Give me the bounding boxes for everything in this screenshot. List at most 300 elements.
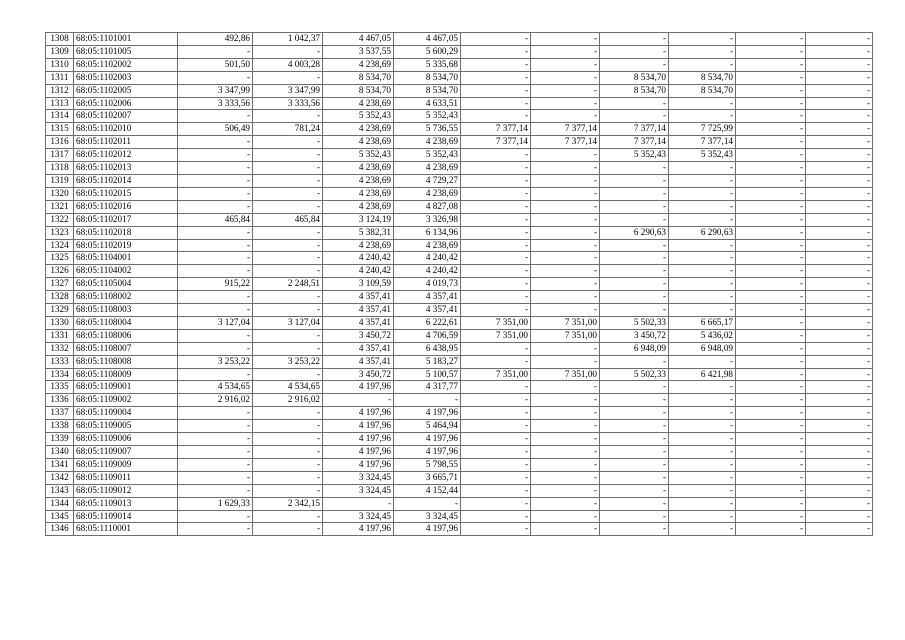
cell-value-4: -: [394, 497, 461, 510]
cell-value-7: 3 450,72: [600, 329, 669, 342]
cell-value-6: -: [531, 174, 600, 187]
cell-value-3: 3 124,19: [323, 213, 394, 226]
cell-value-2: -: [253, 226, 323, 239]
cell-row-number: 1343: [46, 484, 74, 497]
cell-row-number: 1311: [46, 71, 74, 84]
cell-cadastral-number: 68:05:1108008: [74, 355, 178, 368]
cell-value-7: -: [600, 45, 669, 58]
cell-value-8: -: [669, 420, 736, 433]
cell-value-4: 4 238,69: [394, 239, 461, 252]
cell-value-6: -: [531, 58, 600, 71]
cell-value-1: -: [178, 329, 253, 342]
cell-value-8: 7 377,14: [669, 136, 736, 149]
cell-value-10: -: [806, 33, 873, 46]
cell-cadastral-number: 68:05:1108007: [74, 342, 178, 355]
cell-value-4: 4 019,73: [394, 278, 461, 291]
cell-value-5: -: [461, 497, 531, 510]
cell-cadastral-number: 68:05:1102003: [74, 71, 178, 84]
cell-value-4: 4 827,08: [394, 200, 461, 213]
table-row: [46, 471, 873, 484]
cell-value-4: 4 238,69: [394, 136, 461, 149]
cell-value-5: -: [461, 239, 531, 252]
cell-value-4: 4 729,27: [394, 174, 461, 187]
cell-value-1: -: [178, 433, 253, 446]
cell-cadastral-number: 68:05:1108004: [74, 316, 178, 329]
cell-value-5: -: [461, 45, 531, 58]
cell-value-4: 5 352,43: [394, 110, 461, 123]
cell-value-4: 6 222,61: [394, 316, 461, 329]
cell-value-6: -: [531, 407, 600, 420]
cell-value-1: -: [178, 174, 253, 187]
cell-row-number: 1341: [46, 458, 74, 471]
cell-value-5: -: [461, 446, 531, 459]
table-row: [46, 149, 873, 162]
table-row: [46, 84, 873, 97]
cell-row-number: 1326: [46, 265, 74, 278]
cell-row-number: 1319: [46, 174, 74, 187]
cell-cadastral-number: 68:05:1109006: [74, 433, 178, 446]
cell-value-2: 3 333,56: [253, 97, 323, 110]
cell-value-1: 3 127,04: [178, 316, 253, 329]
cell-cadastral-number: 68:05:1109007: [74, 446, 178, 459]
cell-value-5: -: [461, 433, 531, 446]
cell-cadastral-number: 68:05:1102019: [74, 239, 178, 252]
cell-row-number: 1333: [46, 355, 74, 368]
cell-value-8: -: [669, 200, 736, 213]
cell-value-9: -: [736, 355, 806, 368]
cell-value-10: -: [806, 84, 873, 97]
cell-value-7: 6 948,09: [600, 342, 669, 355]
cell-value-7: -: [600, 458, 669, 471]
cell-value-10: -: [806, 497, 873, 510]
cell-value-2: -: [253, 174, 323, 187]
cell-cadastral-number: 68:05:1108006: [74, 329, 178, 342]
cell-value-5: -: [461, 458, 531, 471]
cell-value-2: -: [253, 342, 323, 355]
cell-value-6: -: [531, 497, 600, 510]
cell-value-5: -: [461, 471, 531, 484]
cell-value-2: -: [253, 291, 323, 304]
cell-value-6: -: [531, 342, 600, 355]
cell-value-3: 4 357,41: [323, 304, 394, 317]
cell-value-5: -: [461, 420, 531, 433]
cell-value-8: 6 421,98: [669, 368, 736, 381]
cell-row-number: 1318: [46, 162, 74, 175]
cell-value-10: -: [806, 239, 873, 252]
cell-value-7: -: [600, 420, 669, 433]
cell-value-9: -: [736, 200, 806, 213]
table-row: [46, 123, 873, 136]
cell-value-9: -: [736, 239, 806, 252]
cell-cadastral-number: 68:05:1102017: [74, 213, 178, 226]
cell-value-1: -: [178, 252, 253, 265]
cell-row-number: 1346: [46, 523, 74, 536]
cell-value-5: -: [461, 291, 531, 304]
cell-value-9: -: [736, 213, 806, 226]
table-row: [46, 368, 873, 381]
cell-value-8: -: [669, 265, 736, 278]
cell-value-7: -: [600, 471, 669, 484]
cell-value-10: -: [806, 162, 873, 175]
cell-value-6: -: [531, 97, 600, 110]
table-row: [46, 497, 873, 510]
cell-value-1: -: [178, 446, 253, 459]
cell-value-5: -: [461, 33, 531, 46]
cell-value-1: -: [178, 407, 253, 420]
cell-value-10: -: [806, 278, 873, 291]
cell-value-3: 4 467,05: [323, 33, 394, 46]
cell-value-2: -: [253, 368, 323, 381]
cell-value-1: -: [178, 187, 253, 200]
cell-value-7: -: [600, 213, 669, 226]
table-body: [46, 33, 873, 536]
cell-row-number: 1328: [46, 291, 74, 304]
table-row: [46, 110, 873, 123]
cell-cadastral-number: 68:05:1102002: [74, 58, 178, 71]
cell-value-7: -: [600, 97, 669, 110]
cell-row-number: 1314: [46, 110, 74, 123]
cell-value-7: -: [600, 407, 669, 420]
table-row: [46, 394, 873, 407]
cell-value-3: 3 324,45: [323, 471, 394, 484]
cell-value-8: -: [669, 355, 736, 368]
table-row: [46, 239, 873, 252]
cell-value-1: -: [178, 200, 253, 213]
cell-value-1: -: [178, 458, 253, 471]
cell-value-9: -: [736, 407, 806, 420]
cell-value-10: -: [806, 458, 873, 471]
cell-value-1: -: [178, 239, 253, 252]
cell-value-8: 8 534,70: [669, 84, 736, 97]
cell-value-9: -: [736, 368, 806, 381]
cell-value-3: 8 534,70: [323, 71, 394, 84]
cell-value-6: -: [531, 433, 600, 446]
cell-value-5: -: [461, 265, 531, 278]
cell-value-2: -: [253, 433, 323, 446]
cell-value-6: 7 377,14: [531, 123, 600, 136]
cell-value-2: 1 042,37: [253, 33, 323, 46]
cell-value-9: -: [736, 433, 806, 446]
cell-value-8: -: [669, 381, 736, 394]
cell-value-10: -: [806, 420, 873, 433]
cell-value-4: -: [394, 394, 461, 407]
cell-value-8: 5 352,43: [669, 149, 736, 162]
cell-value-5: 7 351,00: [461, 316, 531, 329]
cell-value-6: -: [531, 213, 600, 226]
cell-value-2: -: [253, 136, 323, 149]
cell-value-10: -: [806, 368, 873, 381]
cell-value-10: -: [806, 252, 873, 265]
table-row: [46, 316, 873, 329]
cell-value-8: 5 436,02: [669, 329, 736, 342]
cell-value-2: -: [253, 162, 323, 175]
cell-value-10: -: [806, 45, 873, 58]
cell-cadastral-number: 68:05:1102012: [74, 149, 178, 162]
cell-value-8: -: [669, 304, 736, 317]
cell-value-8: -: [669, 446, 736, 459]
cell-value-3: 3 537,55: [323, 45, 394, 58]
cell-value-8: -: [669, 471, 736, 484]
cell-value-7: -: [600, 278, 669, 291]
cell-value-9: -: [736, 97, 806, 110]
cell-value-7: -: [600, 510, 669, 523]
cell-cadastral-number: 68:05:1104002: [74, 265, 178, 278]
cell-value-3: 5 382,31: [323, 226, 394, 239]
cell-value-10: -: [806, 329, 873, 342]
cell-value-6: -: [531, 149, 600, 162]
cell-value-5: -: [461, 110, 531, 123]
cell-value-7: -: [600, 291, 669, 304]
cell-value-3: 3 324,45: [323, 484, 394, 497]
cell-value-10: -: [806, 394, 873, 407]
cell-value-6: 7 351,00: [531, 329, 600, 342]
cell-value-7: -: [600, 110, 669, 123]
cell-cadastral-number: 68:05:1109005: [74, 420, 178, 433]
cell-value-5: -: [461, 58, 531, 71]
cell-value-9: -: [736, 123, 806, 136]
cell-value-9: -: [736, 162, 806, 175]
cell-value-3: 4 357,41: [323, 291, 394, 304]
cell-value-8: -: [669, 252, 736, 265]
cell-value-5: -: [461, 484, 531, 497]
cell-value-4: 8 534,70: [394, 84, 461, 97]
cell-value-9: -: [736, 252, 806, 265]
cell-value-4: 4 240,42: [394, 252, 461, 265]
cell-value-2: -: [253, 304, 323, 317]
cell-value-5: -: [461, 381, 531, 394]
cell-value-9: -: [736, 304, 806, 317]
cell-value-3: 4 238,69: [323, 58, 394, 71]
cell-value-7: -: [600, 33, 669, 46]
cell-value-5: -: [461, 523, 531, 536]
cell-value-8: 6 290,63: [669, 226, 736, 239]
cell-value-7: 5 352,43: [600, 149, 669, 162]
cell-value-3: 4 238,69: [323, 136, 394, 149]
cell-value-4: 4 238,69: [394, 187, 461, 200]
cell-row-number: 1323: [46, 226, 74, 239]
cell-value-2: 2 342,15: [253, 497, 323, 510]
cell-value-10: -: [806, 304, 873, 317]
cell-value-8: -: [669, 510, 736, 523]
cell-value-6: 7 377,14: [531, 136, 600, 149]
cell-value-5: -: [461, 407, 531, 420]
cell-value-7: -: [600, 200, 669, 213]
cell-value-5: -: [461, 226, 531, 239]
cell-value-6: -: [531, 200, 600, 213]
cell-value-6: -: [531, 458, 600, 471]
cell-value-4: 3 326,98: [394, 213, 461, 226]
cell-cadastral-number: 68:05:1109001: [74, 381, 178, 394]
table-row: [46, 407, 873, 420]
cell-value-6: -: [531, 278, 600, 291]
cell-value-10: -: [806, 446, 873, 459]
cell-row-number: 1330: [46, 316, 74, 329]
cell-value-9: -: [736, 291, 806, 304]
cell-value-8: -: [669, 278, 736, 291]
cell-value-4: 4 633,51: [394, 97, 461, 110]
cell-value-1: -: [178, 484, 253, 497]
cell-value-4: 4 357,41: [394, 291, 461, 304]
cell-value-6: -: [531, 110, 600, 123]
cell-cadastral-number: 68:05:1102011: [74, 136, 178, 149]
cell-value-3: 4 197,96: [323, 446, 394, 459]
cell-value-10: -: [806, 316, 873, 329]
cell-value-6: -: [531, 355, 600, 368]
cell-value-4: 4 357,41: [394, 304, 461, 317]
cell-cadastral-number: 68:05:1109012: [74, 484, 178, 497]
cell-value-9: -: [736, 381, 806, 394]
cell-value-2: -: [253, 523, 323, 536]
cell-value-10: -: [806, 200, 873, 213]
cell-value-6: -: [531, 162, 600, 175]
table-row: [46, 252, 873, 265]
cell-value-2: -: [253, 110, 323, 123]
cell-value-10: -: [806, 381, 873, 394]
cell-value-1: -: [178, 420, 253, 433]
table-row: [46, 304, 873, 317]
data-table: [45, 32, 873, 536]
cell-value-9: -: [736, 58, 806, 71]
cell-value-1: -: [178, 162, 253, 175]
cell-value-8: -: [669, 497, 736, 510]
cell-value-8: 6 665,17: [669, 316, 736, 329]
cell-value-10: -: [806, 291, 873, 304]
cell-row-number: 1312: [46, 84, 74, 97]
cell-cadastral-number: 68:05:1102006: [74, 97, 178, 110]
cell-value-8: 8 534,70: [669, 71, 736, 84]
cell-value-5: -: [461, 162, 531, 175]
cell-value-9: -: [736, 226, 806, 239]
cell-value-9: -: [736, 71, 806, 84]
cell-value-2: -: [253, 484, 323, 497]
cell-value-9: -: [736, 84, 806, 97]
cell-value-7: -: [600, 174, 669, 187]
cell-value-9: -: [736, 510, 806, 523]
cell-value-4: 5 736,55: [394, 123, 461, 136]
cell-value-8: -: [669, 162, 736, 175]
cell-value-9: -: [736, 110, 806, 123]
cell-value-8: -: [669, 213, 736, 226]
cell-value-2: -: [253, 187, 323, 200]
cell-value-8: -: [669, 433, 736, 446]
table-row: [46, 213, 873, 226]
cell-value-7: -: [600, 265, 669, 278]
table-row: [46, 97, 873, 110]
cell-value-7: 5 502,33: [600, 368, 669, 381]
cell-value-7: -: [600, 187, 669, 200]
cell-value-5: -: [461, 510, 531, 523]
cell-value-4: 5 183,27: [394, 355, 461, 368]
cell-value-2: -: [253, 239, 323, 252]
cell-value-4: 4 197,96: [394, 446, 461, 459]
cell-value-4: 4 240,42: [394, 265, 461, 278]
cell-value-2: -: [253, 252, 323, 265]
cell-value-9: -: [736, 329, 806, 342]
cell-cadastral-number: 68:05:1108009: [74, 368, 178, 381]
cell-value-1: 2 916,02: [178, 394, 253, 407]
table-row: [46, 278, 873, 291]
cell-value-6: -: [531, 187, 600, 200]
cell-row-number: 1339: [46, 433, 74, 446]
cell-value-9: -: [736, 278, 806, 291]
cell-value-4: 4 467,05: [394, 33, 461, 46]
cell-value-10: -: [806, 110, 873, 123]
table-row: [46, 355, 873, 368]
cell-value-9: -: [736, 420, 806, 433]
cell-value-3: 3 450,72: [323, 329, 394, 342]
cell-value-5: -: [461, 342, 531, 355]
cell-row-number: 1315: [46, 123, 74, 136]
cell-value-8: -: [669, 33, 736, 46]
cell-value-3: 4 357,41: [323, 316, 394, 329]
cell-value-8: -: [669, 239, 736, 252]
cell-value-3: 4 197,96: [323, 381, 394, 394]
cell-value-6: -: [531, 265, 600, 278]
cell-value-5: -: [461, 97, 531, 110]
cell-value-2: -: [253, 329, 323, 342]
cell-value-3: 4 197,96: [323, 420, 394, 433]
table-row: [46, 329, 873, 342]
cell-value-10: -: [806, 187, 873, 200]
cell-value-9: -: [736, 523, 806, 536]
cell-value-6: -: [531, 510, 600, 523]
cell-value-6: -: [531, 239, 600, 252]
cell-value-6: -: [531, 304, 600, 317]
table-row: [46, 510, 873, 523]
cell-value-1: -: [178, 136, 253, 149]
cell-value-6: -: [531, 446, 600, 459]
cell-row-number: 1321: [46, 200, 74, 213]
cell-value-4: 4 152,44: [394, 484, 461, 497]
cell-value-6: -: [531, 471, 600, 484]
cell-value-7: -: [600, 433, 669, 446]
cell-value-5: -: [461, 252, 531, 265]
cell-value-4: 4 238,69: [394, 162, 461, 175]
cell-row-number: 1342: [46, 471, 74, 484]
cell-value-10: -: [806, 265, 873, 278]
cell-value-1: -: [178, 342, 253, 355]
cell-value-8: -: [669, 407, 736, 420]
cell-value-6: 7 351,00: [531, 368, 600, 381]
cell-value-1: -: [178, 45, 253, 58]
cell-value-4: 5 100,57: [394, 368, 461, 381]
cell-value-10: -: [806, 471, 873, 484]
cell-value-3: 4 197,96: [323, 407, 394, 420]
cell-value-8: -: [669, 45, 736, 58]
cell-value-3: 4 357,41: [323, 355, 394, 368]
cell-row-number: 1327: [46, 278, 74, 291]
cell-value-5: 7 351,00: [461, 329, 531, 342]
cell-value-3: 4 197,96: [323, 433, 394, 446]
cell-row-number: 1336: [46, 394, 74, 407]
cell-value-2: 465,84: [253, 213, 323, 226]
cell-value-8: -: [669, 110, 736, 123]
table-row: [46, 484, 873, 497]
cell-value-3: 8 534,70: [323, 84, 394, 97]
cell-value-9: -: [736, 187, 806, 200]
cell-value-8: 7 725,99: [669, 123, 736, 136]
cell-value-8: -: [669, 523, 736, 536]
cell-value-7: -: [600, 497, 669, 510]
table-row: [46, 33, 873, 46]
cell-value-3: -: [323, 497, 394, 510]
cell-value-1: 3 347,99: [178, 84, 253, 97]
cell-cadastral-number: 68:05:1109011: [74, 471, 178, 484]
cell-row-number: 1331: [46, 329, 74, 342]
cell-row-number: 1337: [46, 407, 74, 420]
cell-value-7: 8 534,70: [600, 71, 669, 84]
cell-value-2: -: [253, 510, 323, 523]
